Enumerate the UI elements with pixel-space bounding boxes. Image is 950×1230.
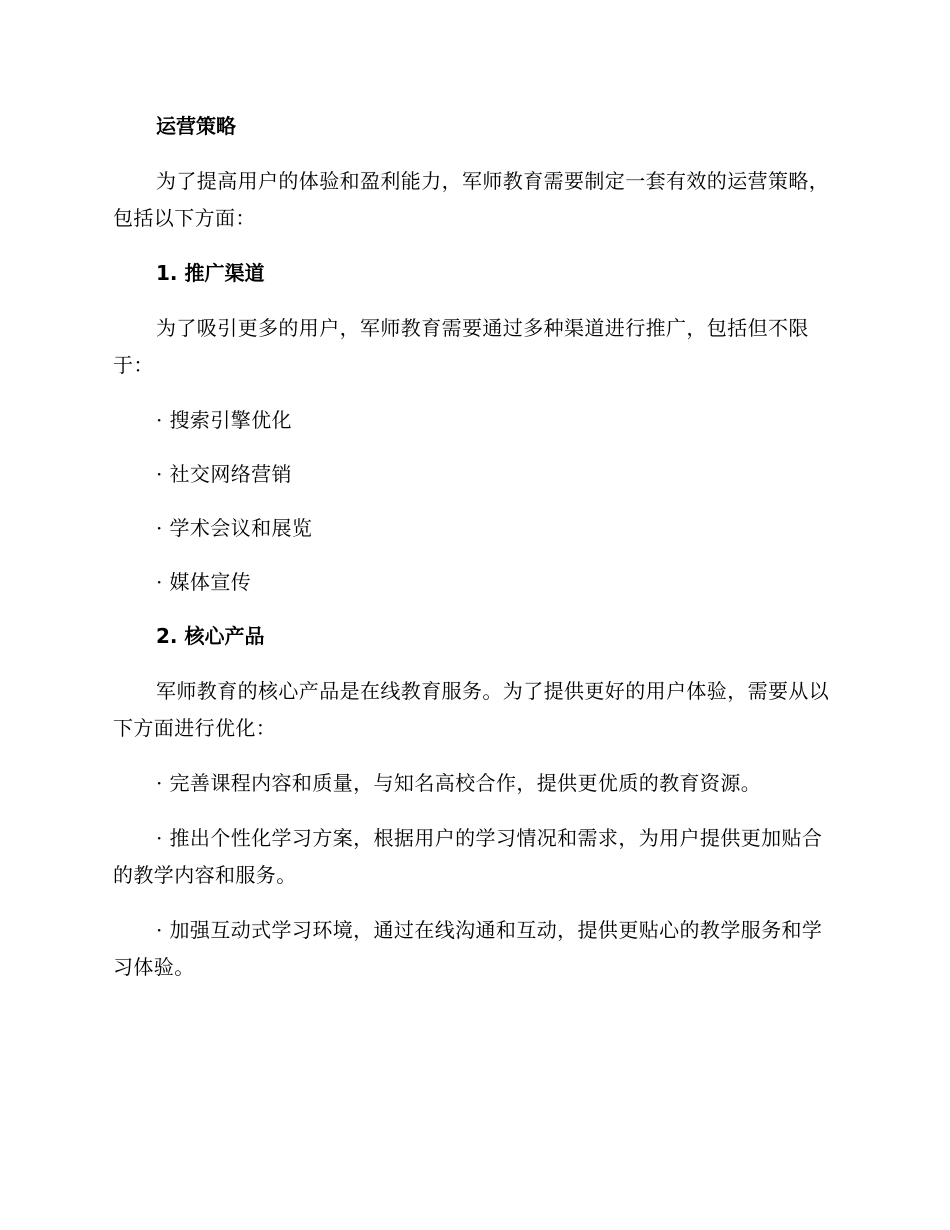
intro-paragraph: 为了提高用户的体验和盈利能力，军师教育需要制定一套有效的运营策略，包括以下方面： — [113, 169, 830, 230]
section1-heading: 1. 推广渠道 — [156, 261, 265, 285]
bullet-item: · 加强互动式学习环境，通过在线沟通和互动，提供更贴心的教学服务和学习体验。 — [113, 918, 823, 979]
document-body — [113, 108, 833, 986]
section2-heading: 2. 核心产品 — [156, 624, 265, 648]
section2-paragraph: 军师教育的核心产品是在线教育服务。为了提供更好的用户体验，需要从以下方面进行优化： — [113, 679, 830, 740]
bullet-item: · 媒体宣传 — [156, 570, 252, 594]
bullet-item: · 推出个性化学习方案，根据用户的学习情况和需求，为用户提供更加贴合的教学内容和服务。 — [113, 826, 823, 887]
bullet-item: · 完善课程内容和质量，与知名高校合作，提供更优质的教育资源。 — [156, 771, 762, 795]
bullet-item: · 搜索引擎优化 — [156, 408, 292, 432]
section1-paragraph: 为了吸引更多的用户，军师教育需要通过多种渠道进行推广，包括但不限于： — [113, 316, 809, 377]
bullet-item: · 社交网络营销 — [156, 462, 292, 486]
section-title: 运营策略 — [156, 114, 236, 138]
bullet-item: · 学术会议和展览 — [156, 516, 313, 540]
